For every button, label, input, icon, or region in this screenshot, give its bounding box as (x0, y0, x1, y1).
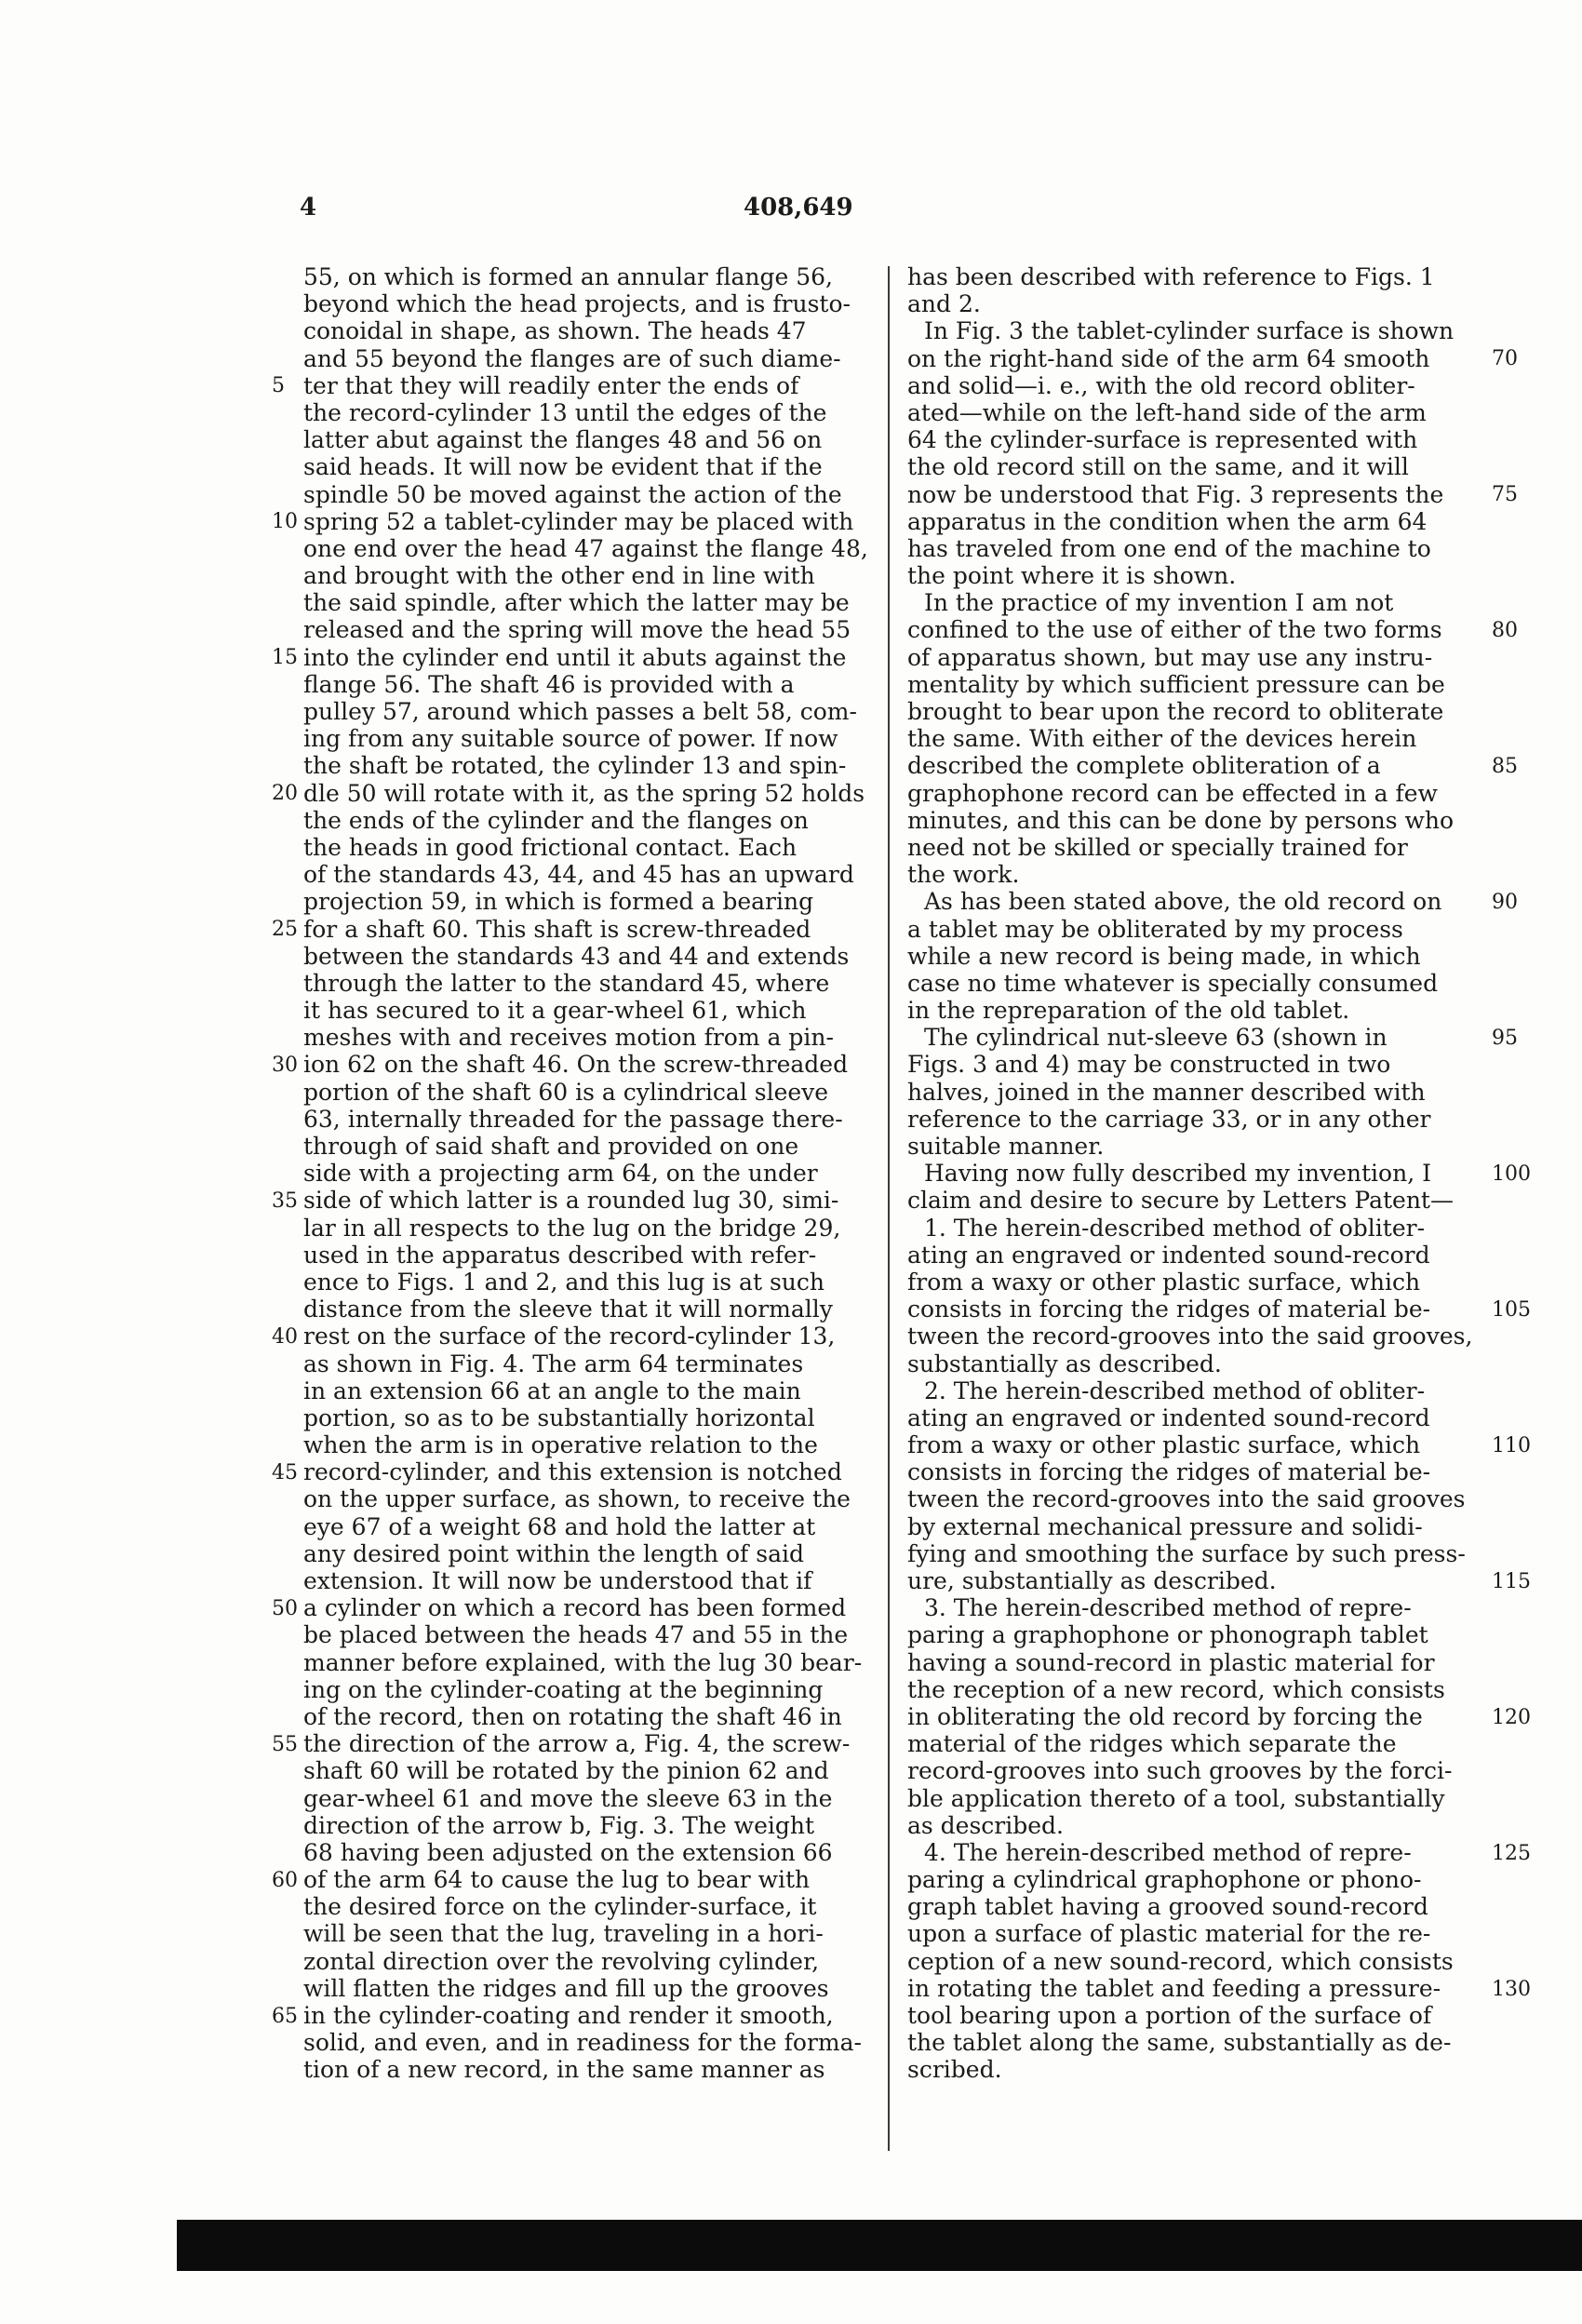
text-line: flange 56. The shaft 46 is provided with a (303, 670, 795, 698)
margin-line-number: 130 (1492, 1977, 1531, 2001)
text-line: record-cylinder, and this extension is notched (303, 1458, 842, 1486)
text-line: tween the record-grooves into the said grooves, (907, 1323, 1473, 1350)
text-line: it has secured to it a gear-wheel 61, which (303, 997, 807, 1025)
text-line: in obliterating the old record by forcing the (907, 1702, 1423, 1730)
text-line: 63, internally threaded for the passage there- (303, 1105, 843, 1133)
text-line: spindle 50 be moved against the action of the (303, 480, 842, 508)
text-line: between the standards 43 and 44 and extends (303, 942, 850, 970)
margin-line-number: 110 (1492, 1433, 1531, 1458)
text-line: minutes, and this can be done by persons who (907, 806, 1455, 834)
text-line: through of said shaft and provided on one (303, 1133, 799, 1160)
text-line: in the cylinder-coating and render it smooth, (303, 2002, 834, 2029)
text-line: ter that they will readily enter the ends of (303, 371, 799, 399)
text-line: reference to the carriage 33, or in any other (907, 1105, 1431, 1133)
text-line: dle 50 will rotate with it, as the spring 52 holds (303, 779, 865, 807)
text-line: brought to bear upon the record to obliterate (907, 698, 1444, 725)
text-line: latter abut against the flanges 48 and 56 on (303, 426, 823, 454)
text-line: for a shaft 60. This shaft is screw-threaded (303, 915, 811, 943)
margin-line-number: 105 (1492, 1297, 1531, 1322)
text-line: consists in forcing the ridges of material be- (907, 1458, 1431, 1486)
text-line: the ends of the cylinder and the flanges on (303, 806, 809, 834)
text-line: the same. With either of the devices herein (907, 725, 1417, 753)
text-line: zontal direction over the revolving cylinder, (303, 1947, 820, 1975)
text-line: on the upper surface, as shown, to receive the (303, 1485, 851, 1513)
text-line: 3. The herein-described method of repre- (924, 1594, 1412, 1622)
text-line: apparatus in the condition when the arm 64 (907, 507, 1428, 535)
text-line: ion 62 on the shaft 46. On the screw-threaded (303, 1051, 849, 1079)
text-line: material of the ridges which separate the (907, 1730, 1397, 1758)
text-line: side with a projecting arm 64, on the under (303, 1160, 818, 1188)
margin-line-number: 100 (1492, 1162, 1531, 1186)
margin-line-number: 60 (272, 1868, 298, 1892)
page-number: 4 (300, 194, 317, 222)
text-line: manner before explained, with the lug 30 bear- (303, 1648, 863, 1676)
text-line: while a new record is being made, in which (907, 942, 1421, 970)
margin-line-number: 95 (1492, 1026, 1518, 1050)
text-line: into the cylinder end until it abuts against the (303, 643, 847, 671)
text-line: the work. (907, 861, 1020, 889)
text-line: 64 the cylinder-surface is represented with (907, 426, 1418, 454)
text-line: the old record still on the same, and it will (907, 453, 1409, 481)
margin-line-number: 20 (272, 781, 298, 805)
text-line: Having now fully described my invention, I (924, 1160, 1431, 1188)
text-line: case no time whatever is specially consumed (907, 969, 1439, 997)
text-line: paring a graphophone or phonograph tablet (907, 1621, 1428, 1649)
text-line: when the arm is in operative relation to the (303, 1431, 818, 1459)
text-line: ure, substantially as described. (907, 1567, 1277, 1594)
text-line: In the practice of my invention I am not (924, 589, 1394, 617)
text-line: mentality by which sufficient pressure can be (907, 670, 1445, 698)
text-line: a cylinder on which a record has been formed (303, 1594, 847, 1622)
text-line: the said spindle, after which the latter may be (303, 589, 850, 617)
text-line: In Fig. 3 the tablet-cylinder surface is shown (924, 317, 1455, 345)
text-line: released and the spring will move the head 55 (303, 616, 851, 644)
text-line: The cylindrical nut-sleeve 63 (shown in (924, 1024, 1388, 1052)
text-line: the record-cylinder 13 until the edges of the (303, 398, 827, 426)
text-line: and 55 beyond the flanges are of such diame- (303, 344, 841, 372)
text-line: ating an engraved or indented sound-record (907, 1241, 1430, 1269)
right-text-column (907, 263, 1486, 2084)
text-line: the direction of the arrow a, Fig. 4, the screw- (303, 1730, 851, 1758)
text-line: spring 52 a tablet-cylinder may be placed with (303, 507, 854, 535)
text-line: eye 67 of a weight 68 and hold the latter at (303, 1512, 816, 1540)
margin-line-number: 125 (1492, 1841, 1531, 1865)
text-line: the tablet along the same, substantially as de- (907, 2029, 1452, 2057)
text-line: any desired point within the length of said (303, 1539, 804, 1567)
text-line: halves, joined in the manner described with (907, 1078, 1426, 1106)
text-line: paring a cylindrical graphophone or phono- (907, 1866, 1422, 1894)
text-line: the reception of a new record, which consists (907, 1675, 1445, 1703)
text-line: projection 59, in which is formed a bearing (303, 888, 814, 916)
text-line: ated—while on the left-hand side of the arm (907, 398, 1427, 426)
text-line: shaft 60 will be rotated by the pinion 62 and (303, 1757, 829, 1785)
text-line: distance from the sleeve that it will normally (303, 1296, 833, 1323)
text-line: the desired force on the cylinder-surface, it (303, 1893, 817, 1921)
text-line: 2. The herein-described method of obliter- (924, 1377, 1426, 1404)
text-line: graphophone record can be effected in a few (907, 779, 1438, 807)
text-line: will be seen that the lug, traveling in a hori- (303, 1920, 824, 1948)
margin-line-number: 55 (272, 1732, 298, 1756)
text-line: record-grooves into such grooves by the forci- (907, 1757, 1453, 1785)
text-line: and brought with the other end in line with (303, 562, 815, 590)
text-line: said heads. It will now be evident that if the (303, 453, 823, 481)
text-line: used in the apparatus described with refer- (303, 1241, 817, 1269)
text-line: having a sound-record in plastic material for (907, 1648, 1435, 1676)
text-line: consists in forcing the ridges of material be- (907, 1296, 1431, 1323)
margin-line-number: 25 (272, 917, 298, 941)
margin-line-number: 120 (1492, 1705, 1531, 1729)
text-line: ing from any suitable source of power. If now (303, 725, 838, 753)
column-divider (888, 266, 890, 2151)
text-line: need not be skilled or specially trained for (907, 833, 1408, 861)
text-line: substantially as described. (907, 1350, 1222, 1377)
text-line: conoidal in shape, as shown. The heads 47 (303, 317, 807, 345)
text-line: rest on the surface of the record-cylinder 13, (303, 1323, 836, 1350)
text-line: 68 having been adjusted on the extension 66 (303, 1838, 833, 1866)
text-line: 1. The herein-described method of obliter- (924, 1214, 1426, 1242)
text-line: from a waxy or other plastic surface, which (907, 1268, 1421, 1296)
text-line: the heads in good frictional contact. Each (303, 833, 798, 861)
text-line: in the repreparation of the old tablet. (907, 997, 1350, 1025)
text-line: lar in all respects to the lug on the bridge 29, (303, 1214, 841, 1242)
text-line: pulley 57, around which passes a belt 58, com- (303, 698, 857, 725)
text-line: in rotating the tablet and feeding a pressure- (907, 1974, 1441, 2002)
text-line: one end over the head 47 against the flange 48, (303, 534, 868, 562)
text-line: As has been stated above, the old record on (924, 888, 1442, 916)
text-line: the shaft be rotated, the cylinder 13 and spin- (303, 752, 847, 780)
text-line: through the latter to the standard 45, where (303, 969, 830, 997)
margin-line-number: 45 (272, 1460, 298, 1484)
text-line: as described. (907, 1811, 1065, 1839)
text-line: now be understood that Fig. 3 represents the (907, 480, 1444, 508)
margin-line-number: 5 (272, 373, 285, 397)
text-line: fying and smoothing the surface by such press- (907, 1539, 1466, 1567)
margin-line-number: 15 (272, 645, 298, 669)
text-line: confined to the use of either of the two forms (907, 616, 1442, 644)
text-line: extension. It will now be understood that if (303, 1567, 812, 1594)
patent-number: 408,649 (744, 194, 853, 222)
text-line: will flatten the ridges and fill up the grooves (303, 1974, 829, 2002)
margin-line-number: 40 (272, 1324, 298, 1349)
text-line: portion of the shaft 60 is a cylindrical sleeve (303, 1078, 829, 1106)
text-line: as shown in Fig. 4. The arm 64 terminates (303, 1350, 804, 1377)
text-line: portion, so as to be substantially horizontal (303, 1404, 815, 1431)
text-line: and solid—i. e., with the old record obliter- (907, 371, 1415, 399)
text-line: ble application thereto of a tool, substantially (907, 1784, 1445, 1812)
margin-line-number: 30 (272, 1053, 298, 1077)
text-line: Figs. 3 and 4) may be constructed in two (907, 1051, 1391, 1079)
text-line: of the standards 43, 44, and 45 has an upward (303, 861, 854, 889)
text-line: has been described with reference to Figs. 1 (907, 263, 1435, 290)
scan-edge-bar (177, 2220, 1582, 2271)
margin-line-number: 115 (1492, 1569, 1531, 1593)
margin-line-number: 65 (272, 2004, 298, 2028)
text-line: beyond which the head projects, and is frusto- (303, 290, 851, 318)
text-line: in an extension 66 at an angle to the main (303, 1377, 801, 1404)
text-line: on the right-hand side of the arm 64 smooth (907, 344, 1430, 372)
left-text-column (303, 263, 882, 2084)
text-line: side of which latter is a rounded lug 30, simi- (303, 1187, 839, 1215)
text-line: and 2. (907, 290, 981, 318)
text-line: solid, and even, and in readiness for the forma- (303, 2029, 862, 2057)
margin-line-number: 80 (1492, 618, 1518, 642)
text-line: direction of the arrow b, Fig. 3. The weight (303, 1811, 815, 1839)
text-line: tool bearing upon a portion of the surface of (907, 2002, 1432, 2029)
text-line: suitable manner. (907, 1133, 1105, 1160)
text-line: has traveled from one end of the machine to (907, 534, 1431, 562)
text-line: ence to Figs. 1 and 2, and this lug is at such (303, 1268, 825, 1296)
text-line: 55, on which is formed an annular flange 56, (303, 263, 833, 290)
margin-line-number: 10 (272, 509, 298, 533)
text-line: of the arm 64 to cause the lug to bear with (303, 1866, 811, 1894)
margin-line-number: 35 (272, 1189, 298, 1213)
text-line: gear-wheel 61 and move the sleeve 63 in the (303, 1784, 833, 1812)
text-line: tween the record-grooves into the said grooves (907, 1485, 1466, 1513)
text-line: by external mechanical pressure and solidi- (907, 1512, 1423, 1540)
text-line: ating an engraved or indented sound-record (907, 1404, 1430, 1431)
margin-line-number: 75 (1492, 482, 1518, 506)
text-line: graph tablet having a grooved sound-record (907, 1893, 1428, 1921)
text-line: of apparatus shown, but may use any instru- (907, 643, 1433, 671)
text-line: claim and desire to secure by Letters Patent— (907, 1187, 1454, 1215)
margin-line-number: 50 (272, 1596, 298, 1620)
margin-line-number: 90 (1492, 890, 1518, 914)
text-line: ception of a new sound-record, which consists (907, 1947, 1454, 1975)
text-line: from a waxy or other plastic surface, which (907, 1431, 1421, 1459)
text-line: 4. The herein-described method of repre- (924, 1838, 1412, 1866)
text-line: scribed. (907, 2056, 1002, 2084)
text-line: the point where it is shown. (907, 562, 1237, 590)
text-line: be placed between the heads 47 and 55 in the (303, 1621, 849, 1649)
text-line: meshes with and receives motion from a pin- (303, 1024, 834, 1052)
margin-line-number: 70 (1492, 346, 1518, 370)
text-line: a tablet may be obliterated by my process (907, 915, 1403, 943)
text-line: ing on the cylinder-coating at the beginning (303, 1675, 824, 1703)
text-line: upon a surface of plastic material for the re- (907, 1920, 1431, 1948)
text-line: of the record, then on rotating the shaft 46 in (303, 1702, 842, 1730)
margin-line-number: 85 (1492, 754, 1518, 778)
text-line: tion of a new record, in the same manner as (303, 2056, 825, 2084)
text-line: described the complete obliteration of a (907, 752, 1381, 780)
